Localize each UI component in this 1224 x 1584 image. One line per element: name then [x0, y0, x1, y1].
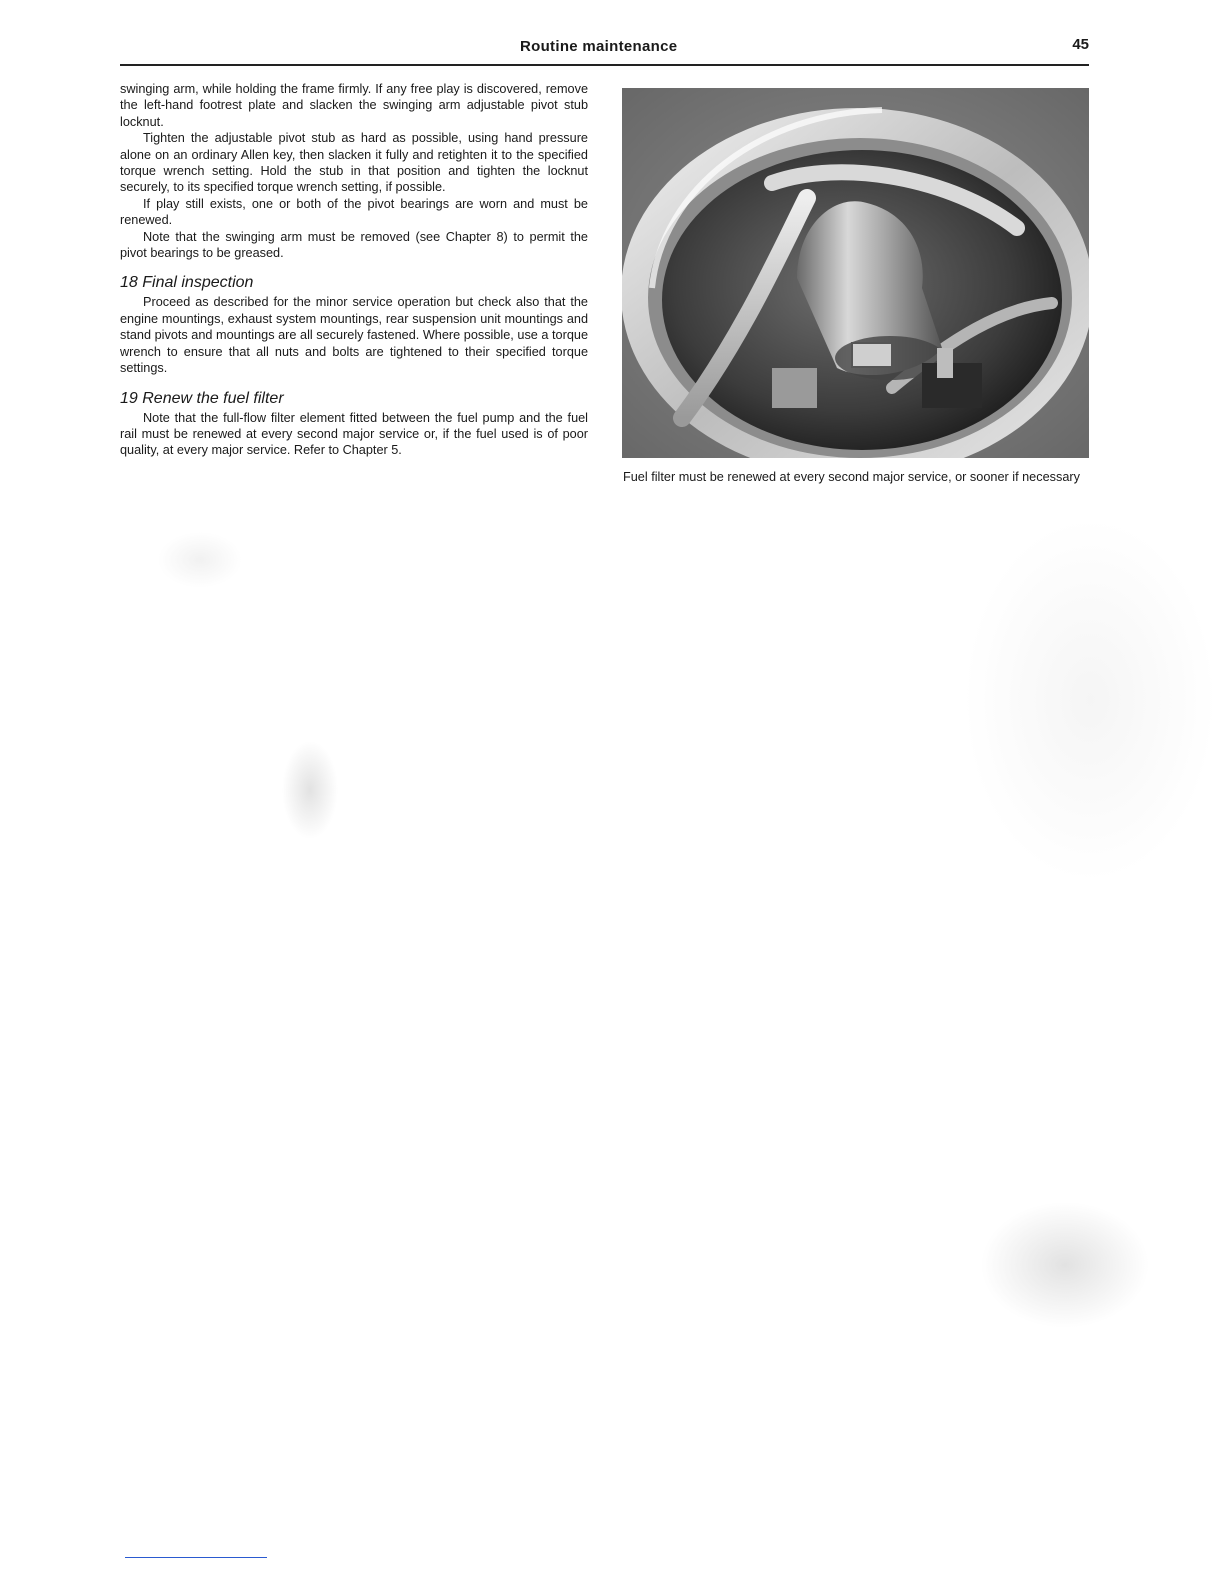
page-title: Routine maintenance	[520, 38, 678, 55]
paragraph: Proceed as described for the minor service operation but check also that the engine mountings, exhaust system mountings, rear suspension unit mountings and stand pivots and mountings are all securely fastened. Where possible, use a torque wrench to ensure that all nuts and bolts are tightened to their specified torque settings.	[120, 295, 588, 376]
paragraph: Note that the full-flow filter element fitted between the fuel pump and the fuel rail must be renewed at every second major service or, if the fuel used is of poor quality, at every major service. Refer to Chapter 5.	[120, 410, 588, 458]
paragraph: Tighten the adjustable pivot stub as hard as possible, using hand pressure alone on an ordinary Allen key, then slacken it fully and retighten it to the specified torque wrench setting. Hold the stub in that position and tighten the locknut securely, to its specified torque wrench setting, if possible.	[120, 131, 588, 195]
fuel-filter-photo	[622, 88, 1089, 458]
paragraph: swinging arm, while holding the frame firmly. If any free play is discovered, remove the left-hand footrest plate and slacken the swinging arm adjustable pivot stub locknut.	[120, 82, 588, 129]
footer-rule	[125, 1557, 267, 1558]
text-column	[120, 81, 588, 459]
running-header	[120, 36, 1089, 66]
fuel-filter-photo-illustration	[622, 88, 1089, 458]
paragraph: If play still exists, one or both of the pivot bearings are worn and must be renewed.	[120, 196, 588, 228]
figure-caption: Fuel filter must be renewed at every second major service, or sooner if necessary	[623, 470, 1080, 484]
section-heading-renew-fuel-filter: 19 Renew the fuel filter	[120, 389, 284, 407]
section-heading-final-inspection: 18 Final inspection	[120, 274, 254, 292]
paragraph: Note that the swinging arm must be removed (see Chapter 8) to permit the pivot bearings to be greased.	[120, 229, 588, 261]
page-number: 45	[1072, 36, 1089, 53]
